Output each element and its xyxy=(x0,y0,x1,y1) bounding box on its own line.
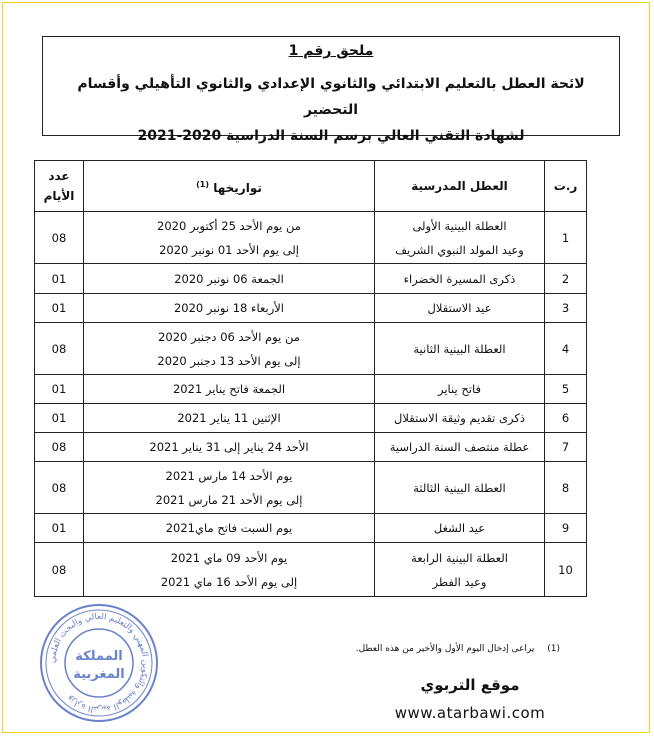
document-title-line1: لائحة العطل بالتعليم الابتدائي والثانوي الإعدادي والثانوي التأهيلي وأقسام التحضير xyxy=(77,76,585,118)
footnote-text: يراعى إدخال اليوم الأول والأخير من هذه العطل. xyxy=(355,644,535,654)
holiday-name: عيد الشغل xyxy=(375,514,545,543)
table-row xyxy=(35,294,587,323)
days-count: 01 xyxy=(35,294,84,323)
days-count: 08 xyxy=(35,212,84,264)
holiday-dates: من يوم الأحد 06 دجنبر 2020 إلى يوم الأحد 13 دجنبر 2020 xyxy=(84,323,375,375)
days-count: 01 xyxy=(35,404,84,433)
holiday-name: عيد الاستقلال xyxy=(375,294,545,323)
header-days: عدد الأيام xyxy=(35,161,84,212)
holiday-name: العطلة البينية الأولى وعيد المولد النبوي الشريف xyxy=(375,212,545,264)
holiday-dates: يوم الأحد 14 مارس 2021 إلى يوم الأحد 21 مارس 2021 xyxy=(84,462,375,514)
holiday-name: عطلة منتصف السنة الدراسية xyxy=(375,433,545,462)
row-number: 2 xyxy=(545,264,587,294)
holiday-dates: يوم الأحد 09 ماي 2021 إلى يوم الأحد 16 ماي 2021 xyxy=(84,543,375,597)
table-row xyxy=(35,462,587,514)
document-title-line2: لشهادة التقني العالي برسم السنة الدراسية 2020-2021 xyxy=(137,128,525,144)
table-body xyxy=(35,212,587,597)
table-row xyxy=(35,323,587,375)
holidays-table xyxy=(34,160,587,597)
days-count: 08 xyxy=(35,462,84,514)
ministry-seal xyxy=(36,600,162,726)
seal-center-text-2: المغربية xyxy=(73,667,125,682)
days-count: 01 xyxy=(35,264,84,294)
days-count: 08 xyxy=(35,543,84,597)
table-row xyxy=(35,433,587,462)
days-count: 01 xyxy=(35,375,84,404)
holiday-name: فاتح يناير xyxy=(375,375,545,404)
header-num: ر.ت xyxy=(545,161,587,212)
site-url-link[interactable]: www.atarbawi.com xyxy=(394,704,546,722)
holiday-name: ذكرى تقديم وثيقة الاستقلال xyxy=(375,404,545,433)
row-number: 5 xyxy=(545,375,587,404)
seal-ring-text: وزارة التربية الوطنية والتكوين المهني والتعليم العالي والبحث العلمي xyxy=(47,611,151,715)
days-count: 01 xyxy=(35,514,84,543)
document-header xyxy=(42,36,620,144)
holiday-dates: يوم السبت فاتح ماي2021 xyxy=(84,514,375,543)
days-count: 08 xyxy=(35,433,84,462)
holiday-name: العطلة البينية الثالثة xyxy=(375,462,545,514)
row-number: 9 xyxy=(545,514,587,543)
table-row xyxy=(35,375,587,404)
site-name: موقع التربوي xyxy=(420,676,520,694)
holiday-name: العطلة البينية الثانية xyxy=(375,323,545,375)
row-number: 8 xyxy=(545,462,587,514)
holiday-dates: الجمعة 06 نونبر 2020 xyxy=(84,264,375,294)
footnote: (1) يراعى إدخال اليوم الأول والأخير من هذه العطل. xyxy=(355,644,560,654)
header-holiday-name: العطل المدرسية xyxy=(375,161,545,212)
holiday-dates: الأحد 24 يناير إلى 31 يناير 2021 xyxy=(84,433,375,462)
holiday-dates: الإثنين 11 يناير 2021 xyxy=(84,404,375,433)
annex-title: ملحق رقم 1 xyxy=(288,43,374,59)
table-row xyxy=(35,543,587,597)
row-number: 3 xyxy=(545,294,587,323)
holiday-name: العطلة البينية الرابعة وعيد الفطر xyxy=(375,543,545,597)
table-row xyxy=(35,212,587,264)
row-number: 6 xyxy=(545,404,587,433)
table-row xyxy=(35,404,587,433)
seal-center-text-1: المملكة xyxy=(75,649,123,664)
days-count: 08 xyxy=(35,323,84,375)
holiday-name: ذكرى المسيرة الخضراء xyxy=(375,264,545,294)
holiday-dates: الأربعاء 18 نونبر 2020 xyxy=(84,294,375,323)
row-number: 7 xyxy=(545,433,587,462)
table-row xyxy=(35,514,587,543)
holiday-dates: من يوم الأحد 25 أكتوبر 2020 إلى يوم الأحد 01 نونبر 2020 xyxy=(84,212,375,264)
header-dates: تواريخها $^{(1)}$ xyxy=(84,161,375,212)
table-row xyxy=(35,264,587,294)
row-number: 10 xyxy=(545,543,587,597)
row-number: 4 xyxy=(545,323,587,375)
table-header-row xyxy=(35,161,587,212)
holiday-dates: الجمعة فاتح يناير 2021 xyxy=(84,375,375,404)
row-number: 1 xyxy=(545,212,587,264)
